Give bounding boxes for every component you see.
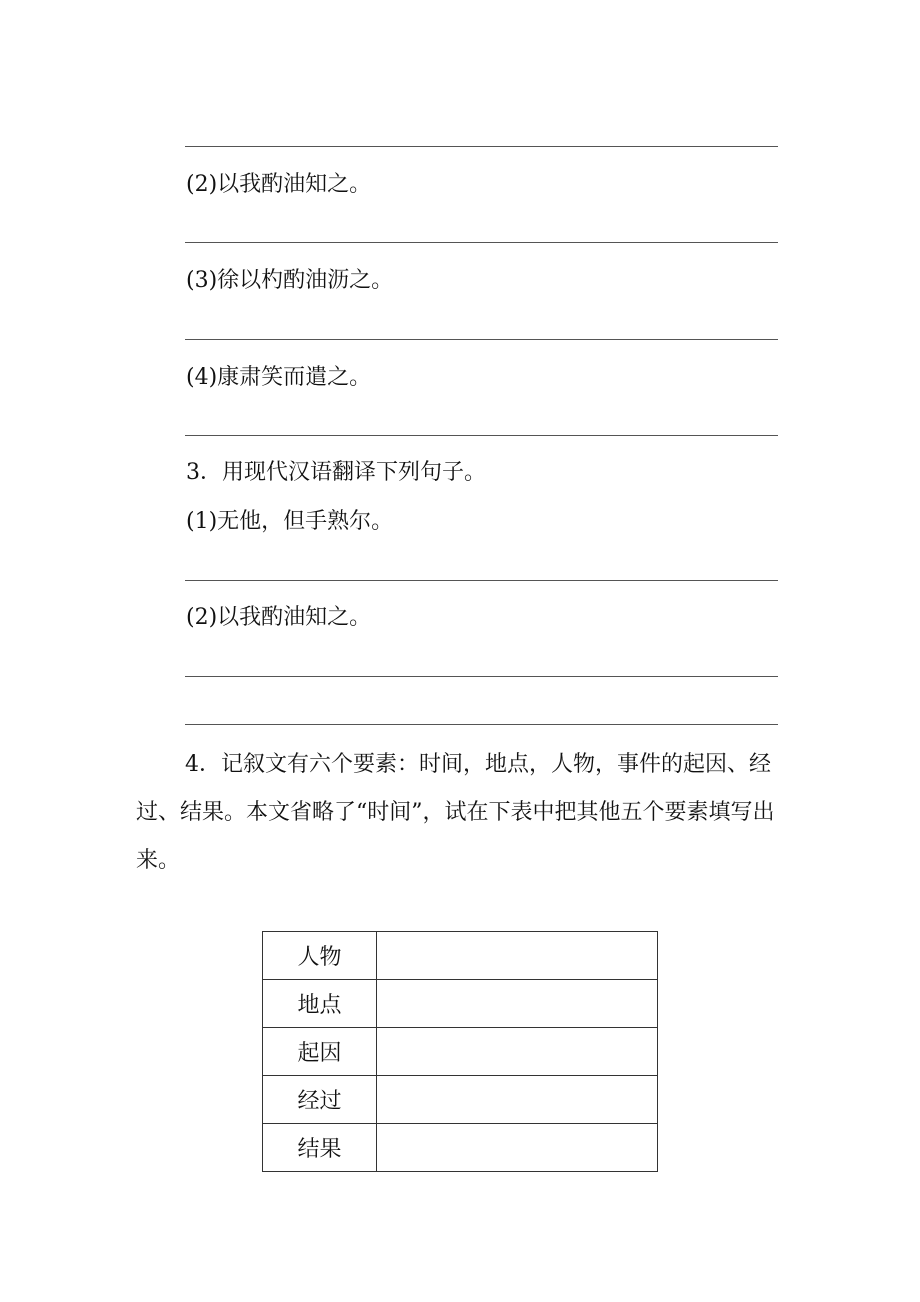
question2-item-3: (3)徐以杓酌油沥之。 bbox=[186, 268, 394, 293]
question2-item-4: (4)康肃笑而遣之。 bbox=[186, 365, 372, 390]
row-label: 人物 bbox=[263, 932, 377, 980]
row-label: 结果 bbox=[263, 1124, 377, 1172]
answer-cell[interactable] bbox=[377, 1124, 658, 1172]
question3-title: 3．用现代汉语翻译下列句子。 bbox=[186, 460, 486, 485]
table-row bbox=[263, 1028, 658, 1076]
table-row bbox=[263, 980, 658, 1028]
row-label: 起因 bbox=[263, 1028, 377, 1076]
table-row bbox=[263, 1076, 658, 1124]
answer-cell[interactable] bbox=[377, 932, 658, 980]
question3-item-2: (2)以我酌油知之。 bbox=[186, 605, 372, 630]
answer-cell[interactable] bbox=[377, 980, 658, 1028]
answer-line[interactable] bbox=[185, 146, 778, 147]
answer-cell[interactable] bbox=[377, 1076, 658, 1124]
answer-line[interactable] bbox=[185, 580, 778, 581]
row-label: 地点 bbox=[263, 980, 377, 1028]
answer-cell[interactable] bbox=[377, 1028, 658, 1076]
answer-line[interactable] bbox=[185, 242, 778, 243]
question4-text: 4．记叙文有六个要素：时间，地点，人物，事件的起因、经过、结果。本文省略了“时间”，试在下表中把其他五个要素填写出来。 bbox=[136, 752, 775, 873]
narrative-elements-table bbox=[262, 931, 658, 1172]
table-row bbox=[263, 1124, 658, 1172]
row-label: 经过 bbox=[263, 1076, 377, 1124]
answer-line[interactable] bbox=[185, 435, 778, 436]
question3-item-1: (1)无他，但手熟尔。 bbox=[186, 509, 394, 534]
table-row bbox=[263, 932, 658, 980]
answer-line[interactable] bbox=[185, 724, 778, 725]
question2-item-2: (2)以我酌油知之。 bbox=[186, 172, 372, 197]
answer-line[interactable] bbox=[185, 339, 778, 340]
answer-line[interactable] bbox=[185, 676, 778, 677]
